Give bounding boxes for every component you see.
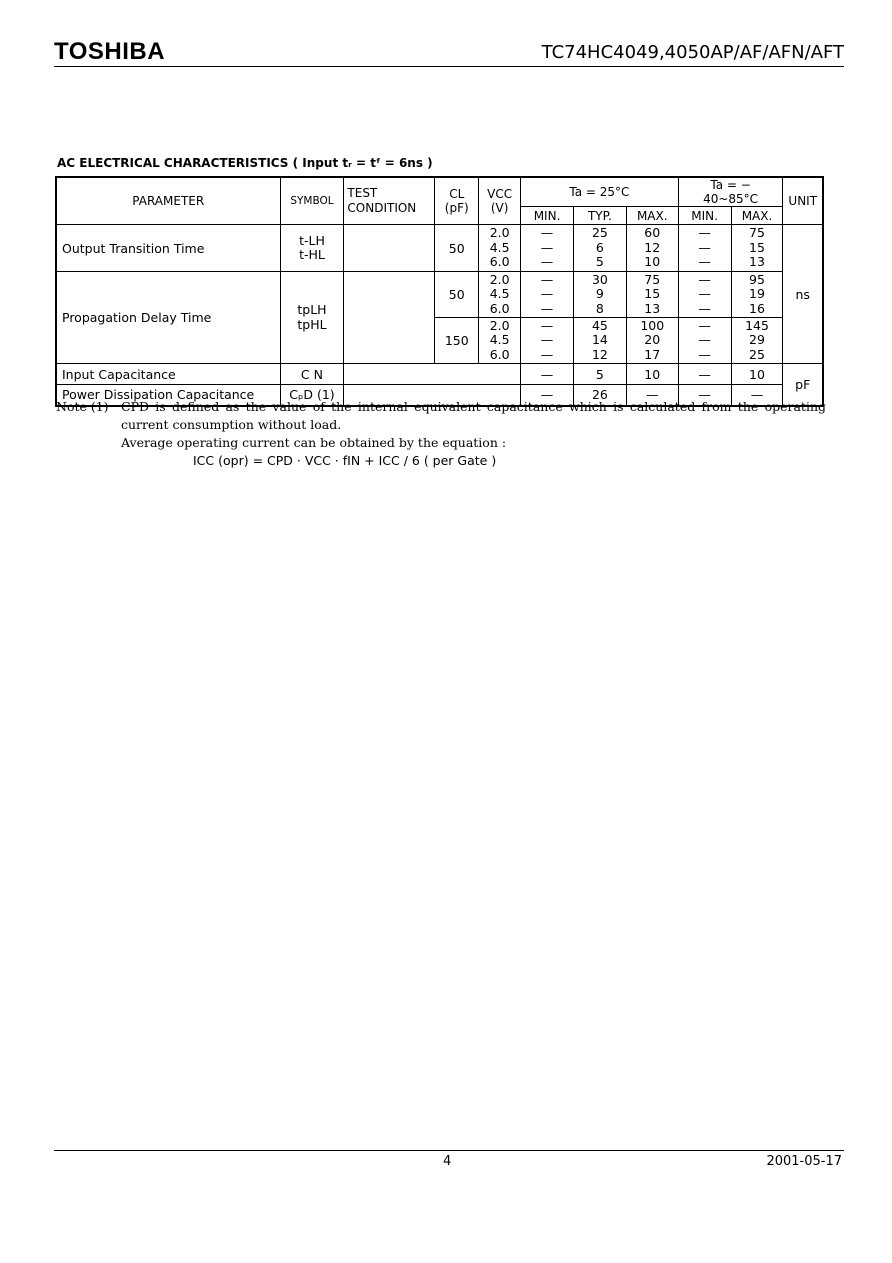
- value: 15: [644, 286, 661, 302]
- param-power-dissipation: Power Dissipation Capacitance: [56, 385, 280, 406]
- header-symbol: SYMBOL: [280, 177, 344, 225]
- min25-cell: [521, 225, 574, 272]
- header-vcc-unit: (V): [490, 201, 509, 215]
- note-block: [56, 398, 826, 470]
- min25-cell: [521, 272, 574, 318]
- value: 60: [644, 225, 661, 241]
- vcc-value: 6.0: [489, 254, 510, 270]
- part-number: TC74HC4049,4050AP/AF/AFN/AFT: [541, 42, 844, 63]
- symbol-tplh: tpLH: [297, 302, 327, 317]
- header-min-25: MIN.: [521, 207, 574, 225]
- value: 13: [749, 254, 765, 270]
- symbol-output-transition: [280, 225, 344, 272]
- value: —: [540, 317, 554, 333]
- vcc-cell: [479, 225, 521, 272]
- max25-cell: [626, 225, 678, 272]
- note-equation: ICC (opr) = CPD · VCC · fIN + ICC / 6 ( per Gate ): [193, 453, 497, 468]
- value: —: [678, 364, 731, 385]
- section-title: [57, 156, 433, 170]
- symbol-propagation-delay: [280, 272, 344, 364]
- header-vcc: [479, 177, 521, 225]
- symbol-tphl: tpHL: [297, 316, 327, 332]
- value: 13: [644, 300, 661, 316]
- brand-logo: TOSHIBA: [54, 38, 166, 65]
- value: —: [698, 332, 711, 348]
- value: 100: [640, 317, 665, 333]
- header-cl-label: CL: [449, 187, 465, 201]
- value: —: [521, 364, 574, 385]
- test-condition-cell: [344, 272, 435, 364]
- value: —: [698, 225, 711, 241]
- footer-divider: [54, 1150, 844, 1151]
- maxr-cell: [731, 318, 783, 364]
- vcc-value: 2.0: [489, 225, 510, 241]
- table-row: [56, 272, 823, 318]
- unit-ns: ns: [783, 225, 823, 364]
- header-ta25: Ta = 25°C: [521, 177, 679, 207]
- vcc-value: 4.5: [489, 286, 510, 302]
- symbol-thl: t‑HL: [299, 247, 325, 262]
- vcc-value: 6.0: [489, 300, 510, 316]
- note-line-2: Average operating current can be obtained by the equation :: [121, 435, 507, 450]
- header-parameter: PARAMETER: [56, 177, 280, 225]
- value: —: [540, 332, 554, 348]
- value: 6: [595, 239, 604, 255]
- value: —: [540, 254, 554, 270]
- vcc-value: 2.0: [489, 317, 510, 333]
- maxr-cell: [731, 225, 783, 272]
- symbol-tlh: t‑LH: [299, 232, 325, 248]
- test-condition-cell: [344, 225, 435, 272]
- value: —: [540, 300, 554, 316]
- typ25-cell: [573, 272, 626, 318]
- note-label: Note (1): [56, 399, 109, 414]
- minr-cell: [678, 272, 731, 318]
- header-unit: UNIT: [783, 177, 823, 225]
- empty-cell: [344, 364, 521, 385]
- value: 12: [644, 239, 661, 255]
- value: —: [698, 317, 711, 333]
- value: 20: [644, 332, 661, 348]
- value: 8: [595, 300, 604, 316]
- value: 9: [595, 286, 604, 302]
- vcc-value: 2.0: [489, 271, 510, 287]
- value: 26: [573, 385, 626, 406]
- page-number: 4: [443, 1154, 452, 1169]
- value: —: [731, 385, 783, 406]
- symbol-cin: C N: [280, 364, 344, 385]
- value: —: [698, 300, 711, 316]
- vcc-cell: [479, 272, 521, 318]
- value: 19: [749, 286, 765, 302]
- note-line-1: CPD is defined as the value of the internal equivalent capacitance which is calculated from the operating current consumption without load.: [121, 399, 826, 432]
- header-cl: [435, 177, 479, 225]
- maxr-cell: [731, 272, 783, 318]
- cl-cell: 150: [435, 318, 479, 364]
- value: 25: [749, 346, 765, 362]
- value: 17: [644, 346, 661, 362]
- value: —: [540, 271, 554, 287]
- header-min-range: MIN.: [678, 207, 731, 225]
- cl-cell: 50: [435, 272, 479, 318]
- header-test-condition: TEST CONDITION: [344, 177, 435, 225]
- value: —: [626, 385, 678, 406]
- value: 5: [595, 254, 604, 270]
- param-input-capacitance: Input Capacitance: [56, 364, 280, 385]
- value: 16: [749, 300, 765, 316]
- vcc-cell: [479, 318, 521, 364]
- value: —: [698, 239, 711, 255]
- value: 14: [591, 332, 608, 348]
- value: 10: [644, 254, 661, 270]
- vcc-value: 4.5: [489, 239, 510, 255]
- value: —: [540, 346, 554, 362]
- value: 12: [591, 346, 608, 362]
- symbol-cpd: CₚD (1): [280, 385, 344, 406]
- value: —: [698, 346, 711, 362]
- param-output-transition: Output Transition Time: [56, 225, 280, 272]
- value: 25: [591, 225, 608, 241]
- value: —: [698, 271, 711, 287]
- typ25-cell: [573, 225, 626, 272]
- value: —: [698, 254, 711, 270]
- table-row: [56, 364, 823, 385]
- min25-cell: [521, 318, 574, 364]
- value: —: [698, 286, 711, 302]
- value: 10: [731, 364, 783, 385]
- ac-characteristics-table: [55, 176, 824, 407]
- value: —: [540, 286, 554, 302]
- value: —: [678, 385, 731, 406]
- header-max-25: MAX.: [626, 207, 678, 225]
- value: 75: [749, 225, 765, 241]
- value: 29: [749, 332, 765, 348]
- param-propagation-delay: Propagation Delay Time: [56, 272, 280, 364]
- table-row: [56, 225, 823, 272]
- section-title-text: AC ELECTRICAL CHARACTERISTICS: [57, 156, 289, 170]
- typ25-cell: [573, 318, 626, 364]
- value: 145: [745, 317, 769, 333]
- header-typ-25: TYP.: [573, 207, 626, 225]
- document-date: 2001-05-17: [766, 1154, 842, 1169]
- value: 15: [749, 239, 765, 255]
- value: —: [540, 239, 554, 255]
- value: 10: [626, 364, 678, 385]
- vcc-value: 6.0: [489, 346, 510, 362]
- section-condition: ( Input tᵣ = tᶠ = 6ns ): [292, 156, 433, 170]
- value: 45: [591, 317, 608, 333]
- value: —: [540, 225, 554, 241]
- header-cl-unit: (pF): [444, 201, 469, 215]
- value: —: [521, 385, 574, 406]
- header-ta-range: Ta = − 40~85°C: [678, 177, 783, 207]
- cl-cell: 50: [435, 225, 479, 272]
- value: 30: [591, 271, 608, 287]
- value: 95: [749, 271, 765, 287]
- max25-cell: [626, 318, 678, 364]
- minr-cell: [678, 225, 731, 272]
- max25-cell: [626, 272, 678, 318]
- value: 75: [644, 271, 661, 287]
- header-max-range: MAX.: [731, 207, 783, 225]
- vcc-value: 4.5: [489, 332, 510, 348]
- unit-pf: pF: [783, 364, 823, 406]
- header-divider: [54, 66, 844, 67]
- minr-cell: [678, 318, 731, 364]
- header-vcc-label: VCC: [487, 187, 513, 201]
- value: 5: [573, 364, 626, 385]
